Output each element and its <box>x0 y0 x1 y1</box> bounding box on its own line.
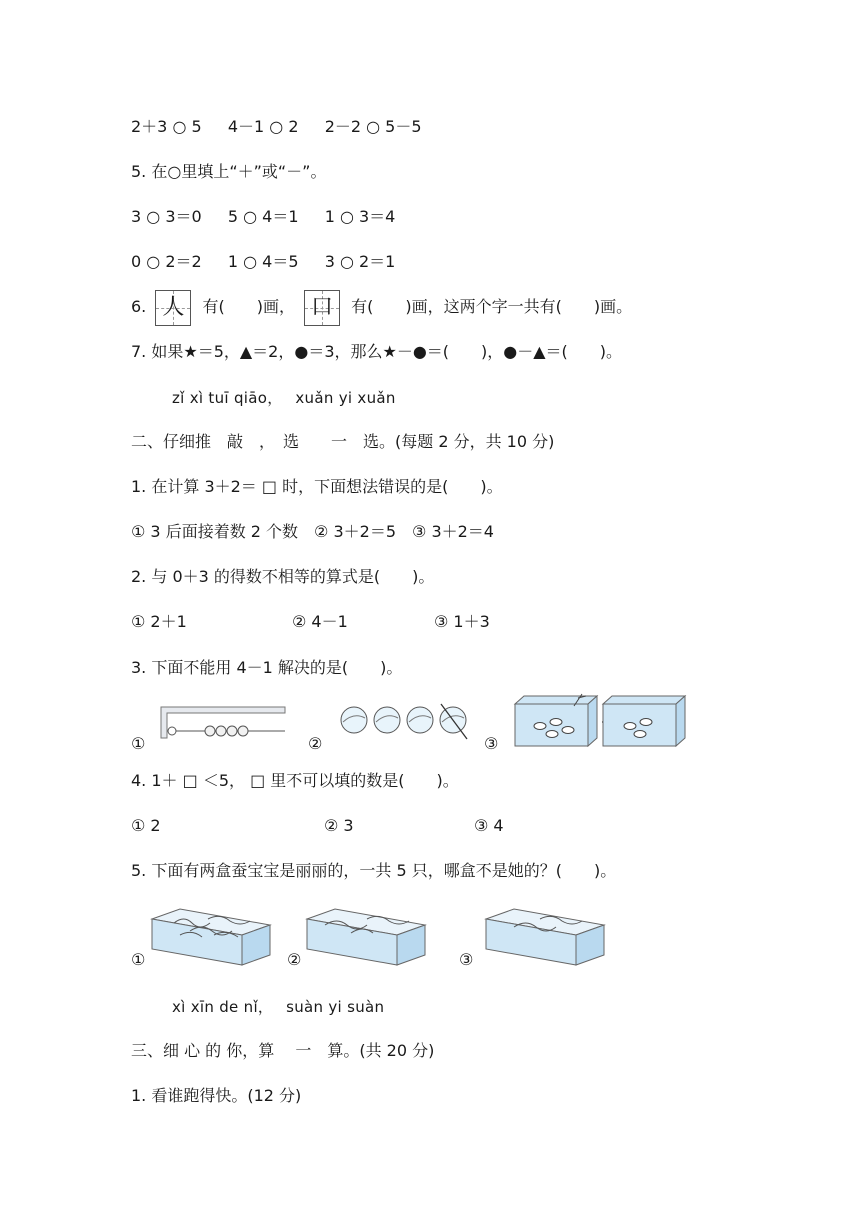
mc-question-5: 5. 下面有两盒蚕宝宝是丽丽的，一共 5 只，哪盒不是她的？( )。 <box>131 861 617 880</box>
question-6-number: 6. <box>131 297 147 316</box>
silkworm-box-1 <box>150 905 275 970</box>
mc-question-3: 3. 下面不能用 4－1 解决的是( )。 <box>131 658 403 677</box>
q5-label-3: ③ <box>459 950 474 969</box>
question-6-part-2: 有( )画，这两个字一共有( )画。 <box>351 297 633 316</box>
fill-sign-row-2: 0 ○ 2＝2 1 ○ 4＝5 3 ○ 2＝1 <box>131 252 396 271</box>
q2-option-3: ③ 1＋3 <box>434 612 490 631</box>
pinyin-section-3: xì xīn de nǐ， suàn yi suàn <box>172 998 385 1016</box>
q4-option-2: ② 3 <box>324 816 354 835</box>
q5-label-1: ① <box>131 950 146 969</box>
section-3-heading: 三、细 心 的 你，算 一 算。(共 20 分) <box>131 1041 435 1060</box>
silkworm-box-3 <box>484 905 609 970</box>
question-6 <box>131 288 632 326</box>
abacus-image <box>155 702 290 742</box>
mc-question-4: 4. 1＋ □ ＜5， □ 里不可以填的数是( )。 <box>131 771 459 790</box>
section-3-question-1: 1. 看谁跑得快。(12 分) <box>131 1086 302 1105</box>
char-box-kou: 口 <box>304 290 340 326</box>
mc-question-1: 1. 在计算 3＋2＝ □ 时，下面想法错误的是( )。 <box>131 477 503 496</box>
q3-label-1: ① <box>131 734 146 753</box>
question-6-part-1: 有( )画， <box>202 297 295 316</box>
mc-question-2: 2. 与 0＋3 的得数不相等的算式是( )。 <box>131 567 435 586</box>
q4-option-3: ③ 4 <box>474 816 504 835</box>
q3-label-2: ② <box>308 734 323 753</box>
question-5-title: 5. 在○里填上“＋”或“－”。 <box>131 162 327 181</box>
q2-option-2: ② 4－1 <box>292 612 348 631</box>
mc-question-1-options: ① 3 后面接着数 2 个数 ② 3＋2＝5 ③ 3＋2＝4 <box>131 522 494 541</box>
q4-option-1: ① 2 <box>131 816 161 835</box>
fish-tanks-image <box>512 692 692 752</box>
pinyin-section-2: zǐ xì tuī qiāo， xuǎn yi xuǎn <box>172 389 396 407</box>
char-box-ren: 人 <box>155 290 191 326</box>
balls-image <box>336 702 472 742</box>
section-2-heading: 二、仔细推 敲 ， 选 一 选。(每题 2 分，共 10 分) <box>131 432 555 451</box>
compare-row: 2＋3 ○ 5 4－1 ○ 2 2－2 ○ 5－5 <box>131 117 422 136</box>
silkworm-box-2 <box>305 905 430 970</box>
q2-option-1: ① 2＋1 <box>131 612 187 631</box>
fill-sign-row-1: 3 ○ 3＝0 5 ○ 4＝1 1 ○ 3＝4 <box>131 207 396 226</box>
q5-label-2: ② <box>287 950 302 969</box>
q3-label-3: ③ <box>484 734 499 753</box>
question-7: 7. 如果★＝5，▲＝2，●＝3，那么★－●＝( )，●－▲＝( )。 <box>131 342 623 361</box>
